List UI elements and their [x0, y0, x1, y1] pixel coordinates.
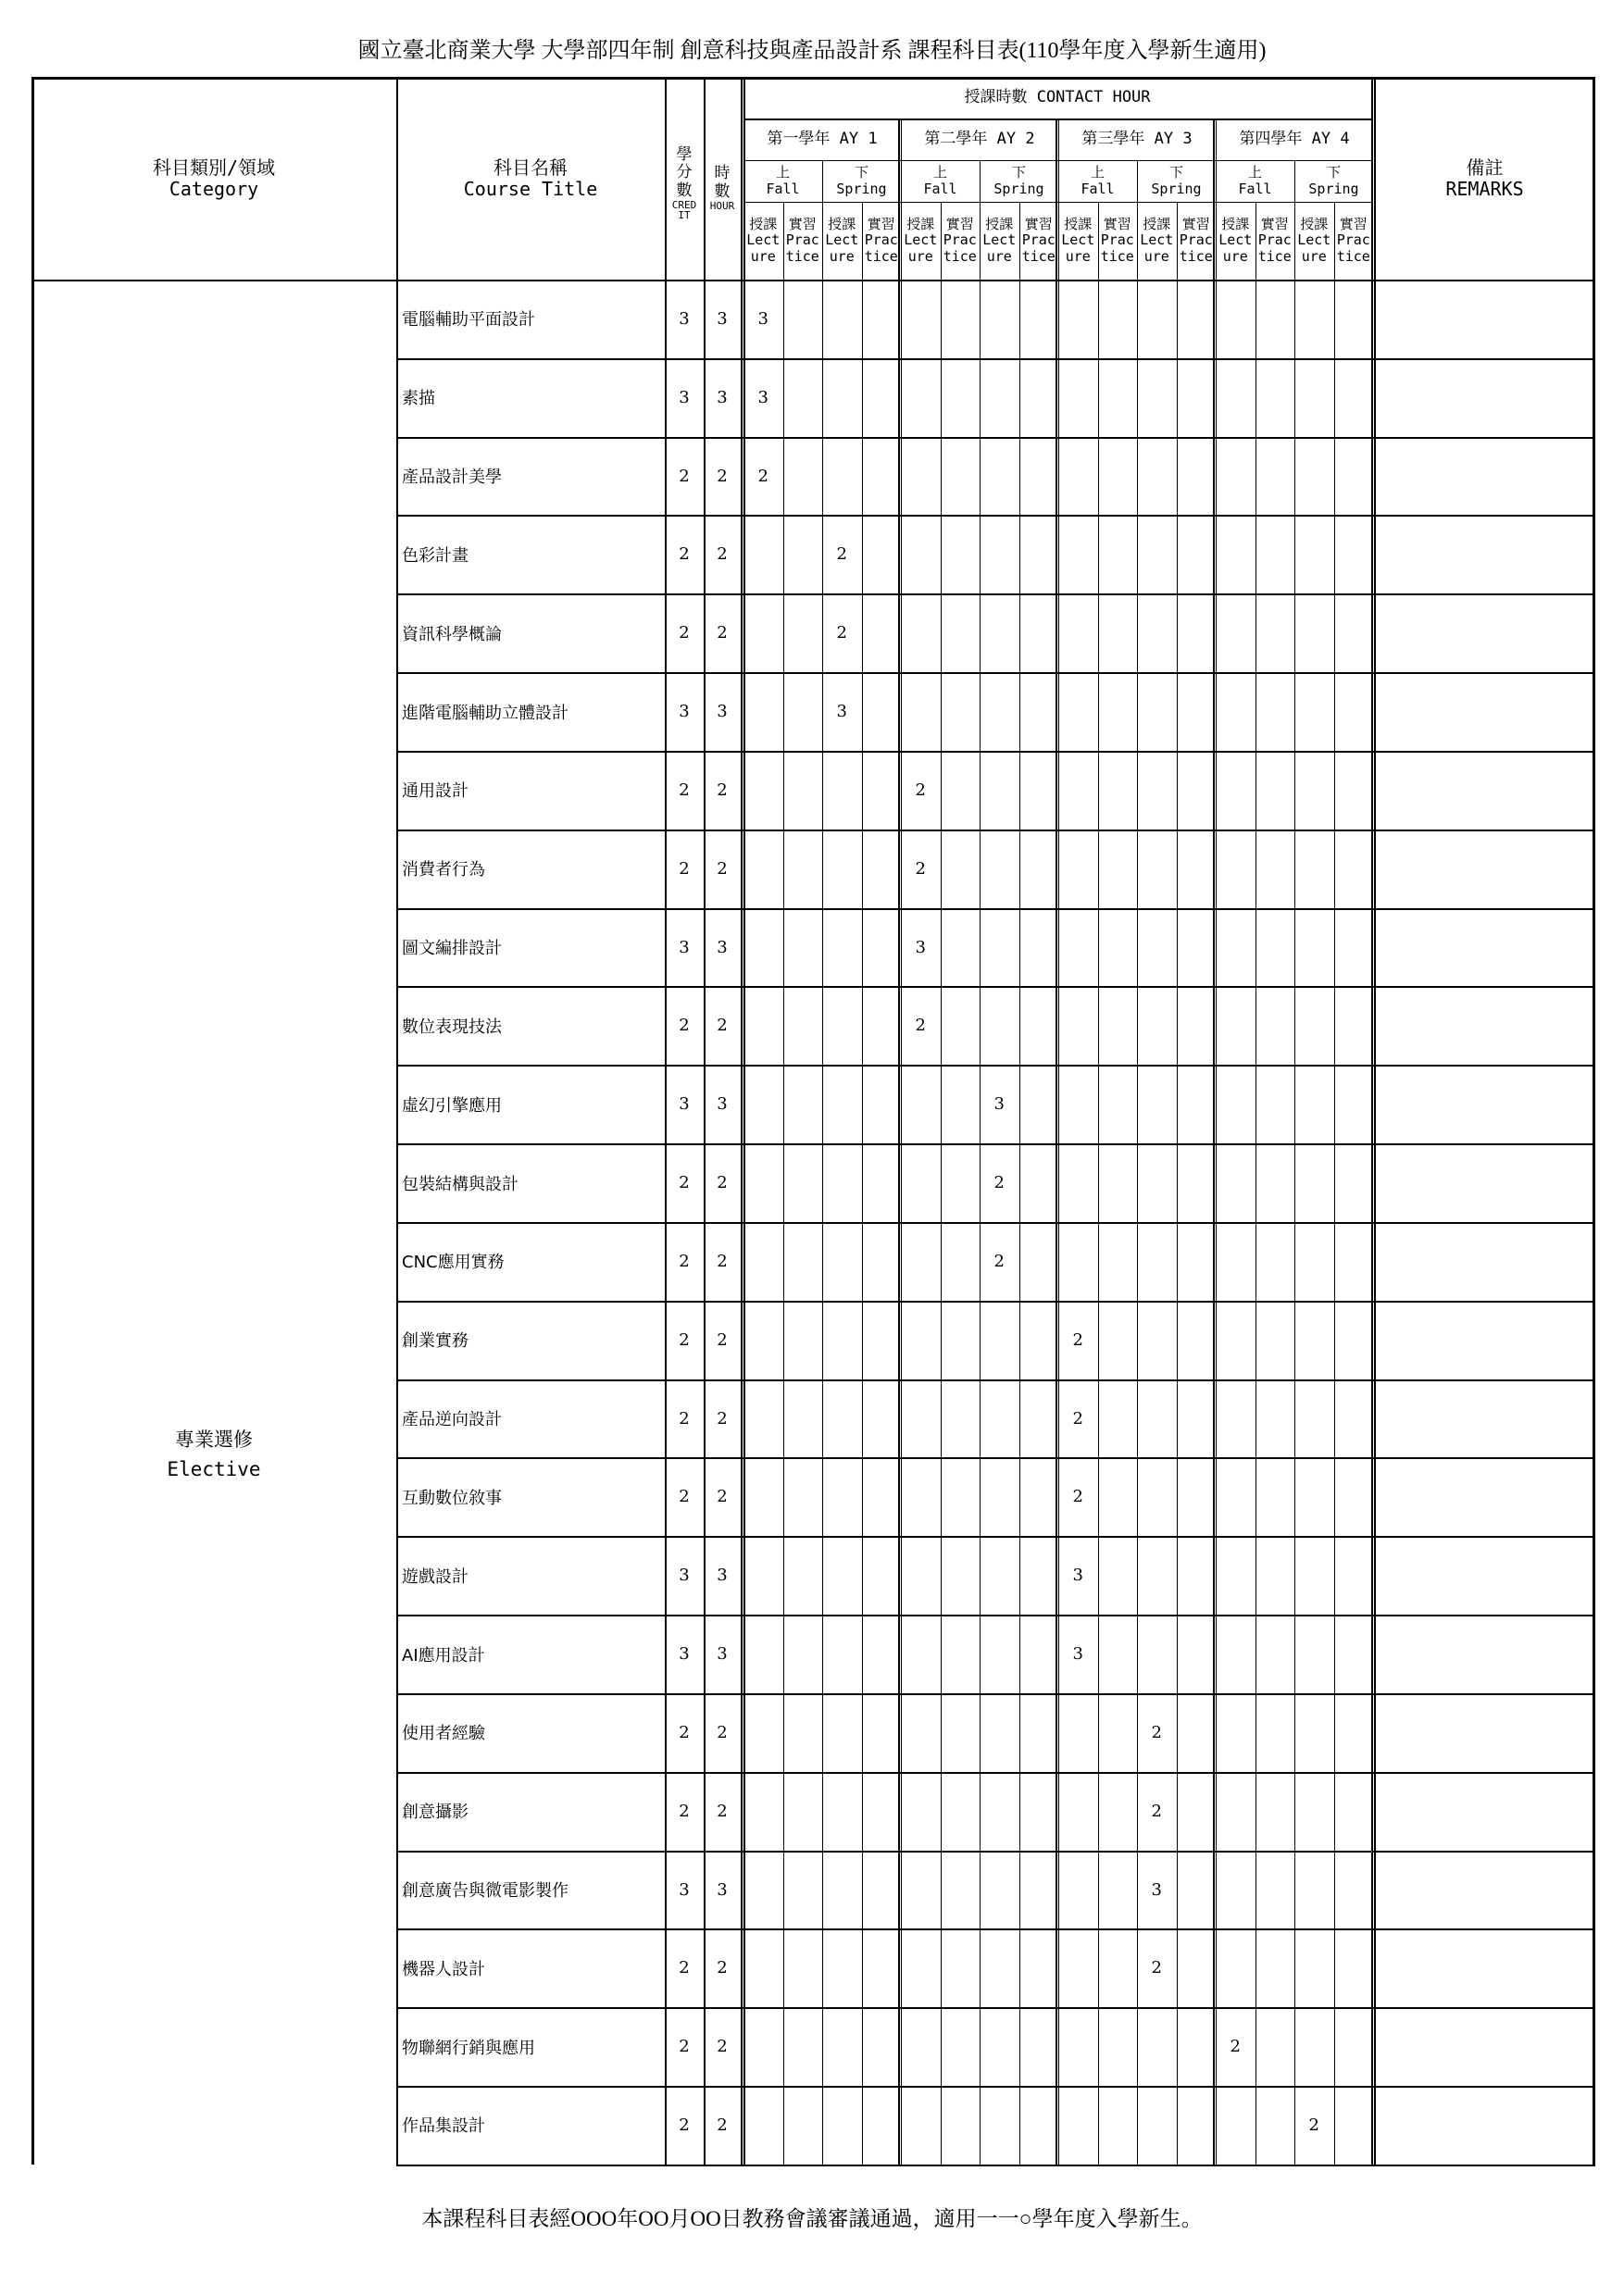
credit-value: 3: [679, 387, 690, 407]
hour-value: 2: [717, 1722, 728, 1742]
hour-value: 2: [717, 1958, 728, 1978]
hour-value: 2: [717, 1408, 728, 1429]
footer-note: 本課程科目表經OOO年OO月OO日教務會議審議通過，適用一一○學年度入學新生。: [421, 2207, 1203, 2230]
contact-hour-value: 3: [836, 702, 847, 722]
contact-hour-value: 3: [757, 308, 768, 329]
rule-line: [783, 202, 784, 2165]
course-name: 遊戲設計: [402, 1566, 468, 1587]
contact-hour-value: 2: [915, 780, 926, 800]
course-name: 使用者經驗: [402, 1724, 485, 1744]
lecture-header: 授課 Lect ure: [825, 216, 859, 265]
course-name: 創業實務: [402, 1331, 468, 1352]
credit-value: 2: [679, 1016, 690, 1036]
hour-value: 3: [717, 387, 728, 407]
course-name: 產品設計美學: [402, 468, 502, 488]
credit-value: 2: [679, 858, 690, 879]
contact-hour-value: 2: [993, 1173, 1005, 1193]
credit-value: 3: [679, 1566, 690, 1586]
spring-header: 下 Spring: [1151, 164, 1202, 197]
hour-value: 3: [717, 937, 728, 957]
credit-value: 2: [679, 466, 690, 486]
practice-header: 實習 Prac tice: [1179, 216, 1213, 265]
fall-header: 上 Fall: [923, 164, 957, 197]
contact-hour-value: 2: [1151, 1722, 1162, 1742]
contact-hour-value: 2: [1072, 1487, 1083, 1507]
course-name: 包裝結構與設計: [402, 1174, 518, 1194]
course-name: 圖文編排設計: [402, 939, 502, 959]
hour-value: 3: [717, 1879, 728, 1900]
spring-header: 下 Spring: [1308, 164, 1359, 197]
lecture-header: 授課 Lect ure: [982, 216, 1017, 265]
contact-hour-value: 3: [1072, 1566, 1083, 1586]
rule-line: [941, 202, 942, 2165]
contact-hour-value: 2: [993, 1251, 1005, 1271]
credit-value: 2: [679, 780, 690, 800]
hour-value: 3: [717, 1566, 728, 1586]
credit-header-zh: 學 分 數: [676, 144, 693, 200]
credit-header-en: CREDIT: [671, 199, 697, 222]
course-name: 互動數位敘事: [402, 1488, 502, 1508]
credit-value: 2: [679, 623, 690, 643]
hour-header-zh: 時 數: [714, 163, 731, 201]
spring-header: 下 Spring: [993, 164, 1044, 197]
contact-hour-value: 2: [1151, 1801, 1162, 1821]
rule-line: [1056, 119, 1057, 2165]
year-header: 第三學年 AY 3: [1081, 129, 1193, 148]
credit-value: 2: [679, 1801, 690, 1821]
category-en: Elective: [167, 1457, 261, 1480]
rule-line: [396, 2165, 1595, 2166]
rule-line: [1058, 119, 1059, 2165]
lecture-header: 授課 Lect ure: [1061, 216, 1095, 265]
category-label: [31, 1426, 396, 1484]
credit-value: 2: [679, 2037, 690, 2057]
hour-value: 3: [717, 1644, 728, 1665]
credit-value: 2: [679, 1958, 690, 1978]
course-name: 進階電腦輔助立體設計: [402, 703, 568, 723]
contact-hour-value: 2: [836, 623, 847, 643]
hour-value: 3: [717, 308, 728, 329]
rule-line: [1255, 202, 1256, 2165]
course-title-header: 科目名稱 Course Title: [463, 156, 598, 200]
category-header: 科目類別/領域 Category: [152, 156, 276, 200]
hour-value: 2: [717, 1251, 728, 1271]
hour-value: 2: [717, 1329, 728, 1350]
hour-value: 2: [717, 858, 728, 879]
contact-hour-value: 2: [836, 544, 847, 565]
practice-header: 實習 Prac tice: [1021, 216, 1056, 265]
course-name: 消費者行為: [402, 860, 485, 880]
rule-line: [1216, 119, 1217, 2165]
rule-line: [822, 160, 823, 2165]
course-name: 虛幻引擎應用: [402, 1095, 502, 1116]
practice-header: 實習 Prac tice: [1257, 216, 1292, 265]
practice-header: 實習 Prac tice: [1336, 216, 1370, 265]
hour-value: 3: [717, 1094, 728, 1115]
hour-value: 2: [717, 544, 728, 565]
hour-header-en: HOUR: [709, 200, 735, 213]
year-header: 第二學年 AY 2: [924, 129, 1035, 148]
rule-line: [901, 119, 902, 2165]
lecture-header: 授課 Lect ure: [1140, 216, 1174, 265]
credit-value: 2: [679, 1408, 690, 1429]
practice-header: 實習 Prac tice: [1100, 216, 1134, 265]
fall-header: 上 Fall: [1238, 164, 1272, 197]
course-name: 素描: [402, 389, 435, 409]
contact-hour-value: 2: [757, 466, 768, 486]
hour-value: 2: [717, 466, 728, 486]
lecture-header: 授課 Lect ure: [904, 216, 938, 265]
practice-header: 實習 Prac tice: [864, 216, 898, 265]
course-name: 色彩計畫: [402, 545, 468, 566]
contact-hour-value: 2: [1230, 2037, 1241, 2057]
course-name: AI應用設計: [402, 1645, 485, 1666]
credit-value: 3: [679, 937, 690, 957]
lecture-header: 授課 Lect ure: [746, 216, 781, 265]
credit-value: 2: [679, 1329, 690, 1350]
credit-value: 3: [679, 308, 690, 329]
fall-header: 上 Fall: [766, 164, 800, 197]
contact-hour-value: 3: [993, 1094, 1005, 1115]
fall-header: 上 Fall: [1081, 164, 1115, 197]
credit-value: 3: [679, 702, 690, 722]
course-name: 創意廣告與微電影製作: [402, 1881, 568, 1901]
course-name: 作品集設計: [402, 2116, 485, 2137]
contact-hour-value: 3: [1072, 1644, 1083, 1665]
credit-value: 2: [679, 544, 690, 565]
course-name: 電腦輔助平面設計: [402, 310, 535, 331]
contact-hour-value: 2: [915, 858, 926, 879]
course-name: 通用設計: [402, 781, 468, 802]
credit-header: [665, 114, 704, 253]
document-title: 國立臺北商業大學 大學部四年制 創意科技與產品設計系 課程科目表(110學年度入學新生適用): [357, 39, 1267, 63]
hour-value: 2: [717, 2037, 728, 2057]
credit-value: 2: [679, 1722, 690, 1742]
rule-line: [1334, 202, 1335, 2165]
category-zh: 專業選修: [175, 1429, 253, 1451]
rule-line: [1177, 202, 1178, 2165]
hour-header: [704, 128, 741, 248]
credit-value: 3: [679, 1879, 690, 1900]
credit-value: 2: [679, 1487, 690, 1507]
credit-value: 2: [679, 2115, 690, 2135]
contact-hour-value: 3: [915, 937, 926, 957]
hour-value: 2: [717, 2115, 728, 2135]
lecture-header: 授課 Lect ure: [1297, 216, 1331, 265]
course-name: CNC應用實務: [402, 1253, 505, 1273]
course-name: 資訊科學概論: [402, 624, 502, 644]
rule-line: [31, 77, 34, 2165]
practice-header: 實習 Prac tice: [943, 216, 977, 265]
contact-hour-value: 3: [1151, 1879, 1162, 1900]
contact-hour-value: 2: [1308, 2115, 1319, 2135]
course-name: 機器人設計: [402, 1959, 485, 1979]
hour-value: 2: [717, 1173, 728, 1193]
remarks-header: 備註 REMARKS: [1445, 156, 1524, 200]
course-name: 數位表現技法: [402, 1017, 502, 1037]
credit-value: 2: [679, 1251, 690, 1271]
hour-value: 2: [717, 623, 728, 643]
rule-line: [1213, 119, 1215, 2165]
hour-value: 2: [717, 1801, 728, 1821]
hour-value: 2: [717, 1487, 728, 1507]
spring-header: 下 Spring: [836, 164, 887, 197]
course-name: 物聯網行銷與應用: [402, 2038, 535, 2058]
hour-value: 2: [717, 1016, 728, 1036]
hour-value: 2: [717, 780, 728, 800]
year-header: 第一學年 AY 1: [767, 129, 878, 148]
year-header: 第四學年 AY 4: [1239, 129, 1350, 148]
rule-line: [898, 119, 900, 2165]
contact-hour-header: 授課時數 CONTACT HOUR: [964, 87, 1151, 106]
course-name: 創意攝影: [402, 1803, 468, 1823]
rule-line: [1019, 202, 1020, 2165]
contact-hour-value: 2: [1151, 1958, 1162, 1978]
rule-line: [862, 202, 863, 2165]
course-name: 產品逆向設計: [402, 1410, 502, 1430]
lecture-header: 授課 Lect ure: [1218, 216, 1253, 265]
rule-line: [1098, 202, 1099, 2165]
contact-hour-value: 3: [757, 387, 768, 407]
credit-value: 3: [679, 1094, 690, 1115]
contact-hour-value: 2: [1072, 1408, 1083, 1429]
practice-header: 實習 Prac tice: [785, 216, 819, 265]
contact-hour-value: 2: [1072, 1329, 1083, 1350]
contact-hour-value: 2: [915, 1016, 926, 1036]
hour-value: 3: [717, 702, 728, 722]
credit-value: 3: [679, 1644, 690, 1665]
credit-value: 2: [679, 1173, 690, 1193]
rule-line: [31, 280, 1595, 281]
rule-line: [1294, 160, 1295, 2165]
